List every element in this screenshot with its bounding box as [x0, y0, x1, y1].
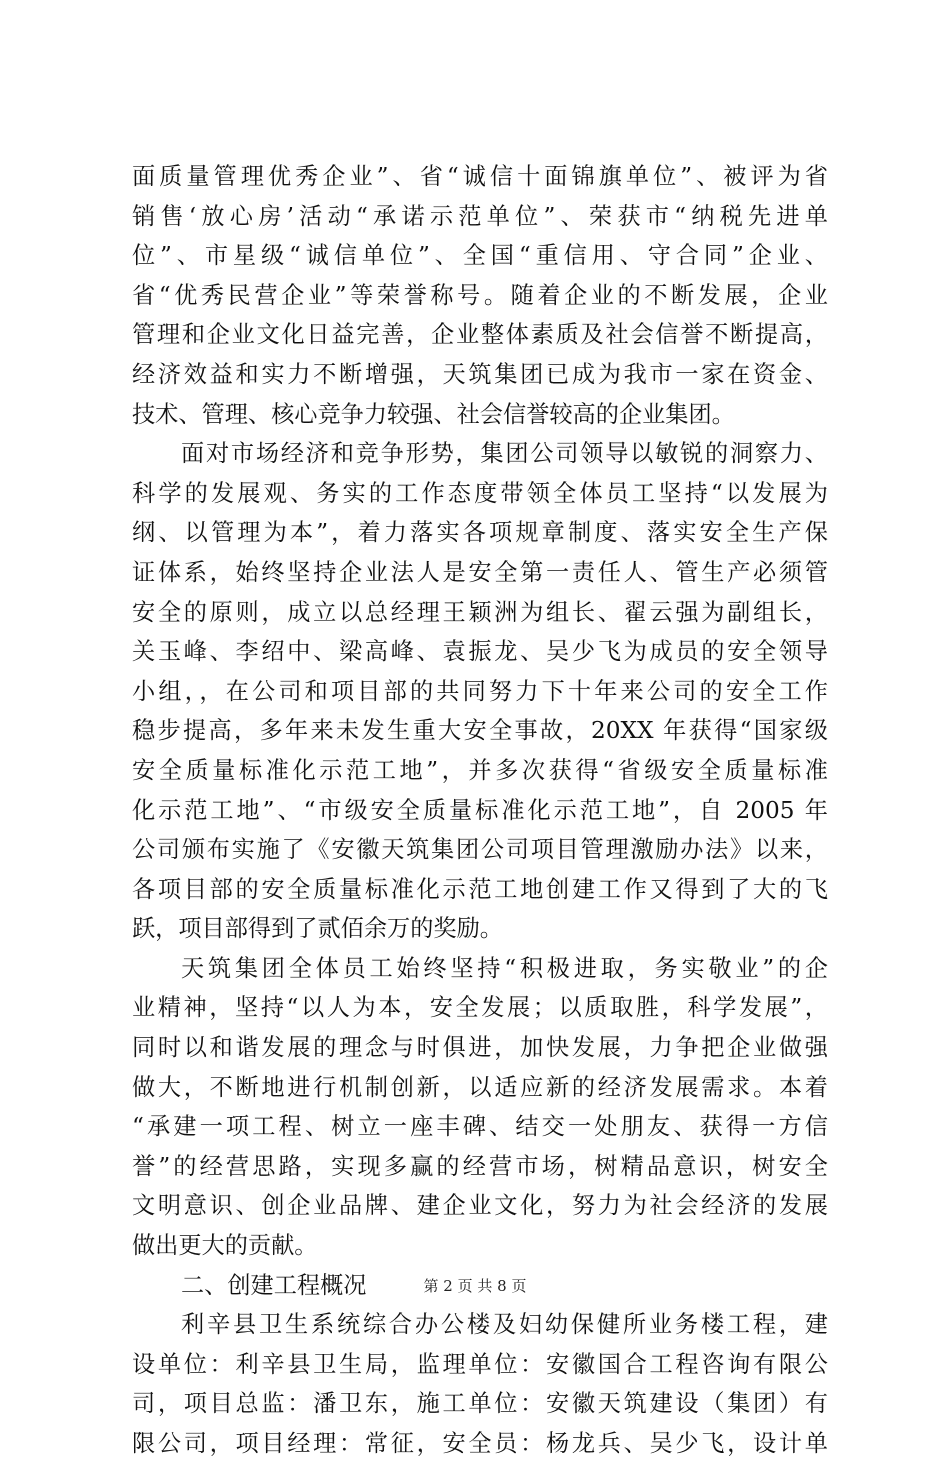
text-line: 小组，，在公司和项目部的共同努力下十年来公司的安全工作 — [132, 677, 828, 705]
text-line: 安全质量标准化示范工地”，并多次获得“省级安全质量标准 — [132, 756, 828, 784]
text-line: 誉”的经营思路，实现多赢的经营市场，树精品意识，树安全 — [132, 1152, 828, 1180]
text-line: 位”、市星级“诚信单位”、全国“重信用、守合同”企业、 — [132, 242, 828, 270]
text-line: 同时以和谐发展的理念与时俱进，加快发展，力争把企业做强 — [132, 1034, 828, 1062]
document-body — [132, 157, 828, 1464]
text-line: “承建一项工程、树立一座丰碑、结交一处朋友、获得一方信 — [132, 1113, 828, 1141]
text-line: 利辛县卫生系统综合办公楼及妇幼保健所业务楼工程，建 — [181, 1311, 828, 1339]
text-line: 跃，项目部得到了贰佰余万的奖励。 — [132, 915, 503, 943]
text-line: 各项目部的安全质量标准化示范工地创建工作又得到了大的飞 — [132, 875, 828, 903]
text-line: 技术、管理、核心竞争力较强、社会信誉较高的企业集团。 — [132, 400, 735, 428]
text-line: 纲、以管理为本”，着力落实各项规章制度、落实安全生产保 — [132, 519, 828, 547]
text-line: 省“优秀民营企业”等荣誉称号。随着企业的不断发展，企业 — [132, 281, 828, 309]
page-footer: 第 2 页 共 8 页 — [423, 1277, 527, 1295]
text-line: 做出更大的贡献。 — [132, 1232, 318, 1260]
text-line: 文明意识、创企业品牌、建企业文化，努力为社会经济的发展 — [132, 1192, 828, 1220]
text-line: 做大，不断地进行机制创新，以适应新的经济发展需求。本着 — [132, 1073, 828, 1101]
text-line: 科学的发展观、务实的工作态度带领全体员工坚持“以发展为 — [132, 479, 828, 507]
text-line: 公司颁布实施了《安徽天筑集团公司项目管理激励办法》以来， — [132, 836, 828, 864]
text-line: 司，项目总监：潘卫东，施工单位：安徽天筑建设（集团）有 — [132, 1390, 828, 1418]
text-line: 稳步提高，多年来未发生重大安全事故，20XX 年获得“国家级 — [132, 717, 828, 745]
text-line: 经济效益和实力不断增强，天筑集团已成为我市一家在资金、 — [132, 360, 828, 388]
text-line: 销售‘放心房’活动“承诺示范单位”、荣获市“纳税先进单 — [132, 202, 828, 230]
text-line: 安全的原则，成立以总经理王颖洲为组长、翟云强为副组长， — [132, 598, 828, 626]
text-line: 化示范工地”、“市级安全质量标准化示范工地”，自 2005 年 — [132, 796, 828, 824]
text-line: 业精神，坚持“以人为本，安全发展；以质取胜，科学发展”， — [132, 994, 828, 1022]
text-line: 面质量管理优秀企业”、省“诚信十面锦旗单位”、被评为省 — [132, 163, 828, 190]
text-line: 天筑集团全体员工始终坚持“积极进取，务实敬业”的企 — [181, 954, 828, 982]
text-line: 面对市场经济和竞争形势，集团公司领导以敏锐的洞察力、 — [181, 440, 828, 468]
text-line: 关玉峰、李绍中、梁高峰、袁振龙、吴少飞为成员的安全领导 — [132, 638, 828, 666]
text-line: 二、创建工程概况 — [181, 1271, 367, 1299]
text-line: 设单位：利辛县卫生局，监理单位：安徽国合工程咨询有限公 — [132, 1350, 828, 1378]
text-line: 管理和企业文化日益完善，企业整体素质及社会信誉不断提高， — [132, 321, 828, 349]
text-line: 限公司，项目经理：常征，安全员：杨龙兵、吴少飞，设计单 — [132, 1430, 828, 1457]
text-line: 证体系，始终坚持企业法人是安全第一责任人、管生产必须管 — [132, 558, 828, 586]
